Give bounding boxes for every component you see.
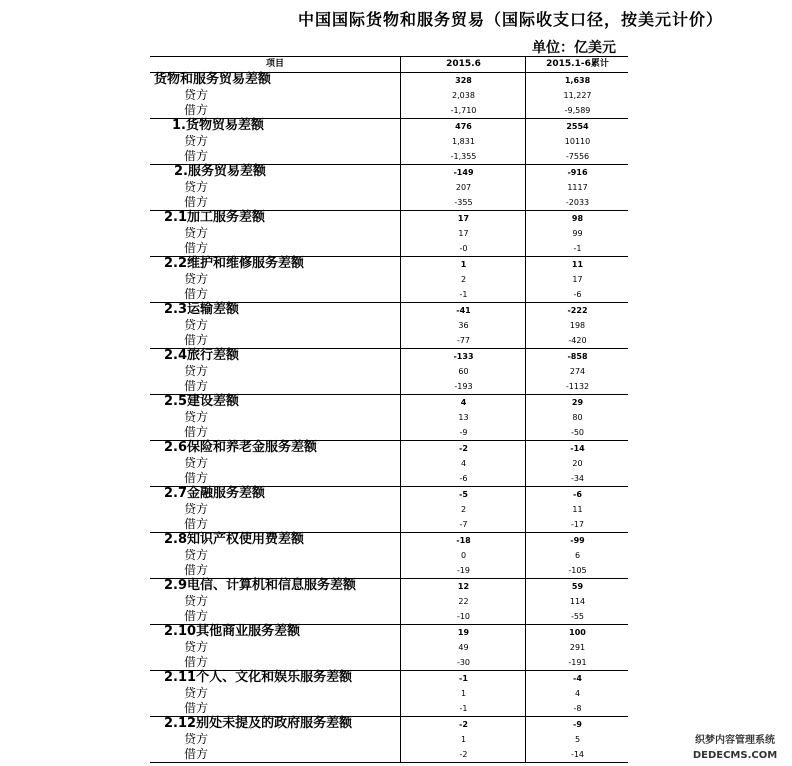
group-sub-row <box>150 410 628 425</box>
table-group <box>150 73 628 119</box>
value-cumulative: 59 <box>525 579 629 594</box>
value-cumulative: 100 <box>525 625 629 640</box>
value-cumulative: 2554 <box>525 119 629 134</box>
group-sub-row <box>150 333 628 348</box>
row-label: 贷方 <box>184 456 209 470</box>
value-month: 17 <box>400 226 526 241</box>
row-label: 2.10其他商业服务差额 <box>164 624 301 639</box>
table-group <box>150 671 628 717</box>
row-label: 借方 <box>184 655 209 669</box>
value-month: -2 <box>400 717 526 732</box>
value-month: 17 <box>400 211 526 226</box>
value-cumulative: 29 <box>525 395 629 410</box>
value-month: -2 <box>400 441 526 456</box>
value-month: -5 <box>400 487 526 502</box>
table-group <box>150 303 628 349</box>
value-month: -9 <box>400 425 526 440</box>
group-total-row <box>150 303 628 318</box>
group-sub-row <box>150 655 628 670</box>
row-label: 2.5建设差额 <box>164 394 240 409</box>
group-sub-row <box>150 272 628 287</box>
value-month: 13 <box>400 410 526 425</box>
table-group <box>150 165 628 211</box>
value-cumulative: 4 <box>525 686 629 701</box>
value-month: -2 <box>400 747 526 762</box>
group-total-row <box>150 257 628 272</box>
row-label: 借方 <box>184 149 209 163</box>
row-label: 贷方 <box>184 318 209 332</box>
value-cumulative: 11 <box>525 257 629 272</box>
row-label: 2.4旅行差额 <box>164 348 240 363</box>
trade-table <box>150 56 628 763</box>
value-month: -77 <box>400 333 526 348</box>
group-sub-row <box>150 456 628 471</box>
table-group <box>150 119 628 165</box>
value-cumulative: -9 <box>525 717 629 732</box>
value-month: 0 <box>400 548 526 563</box>
group-sub-row <box>150 425 628 440</box>
row-label: 2.服务贸易差额 <box>174 164 266 179</box>
row-label: 借方 <box>184 241 209 255</box>
group-sub-row <box>150 609 628 624</box>
group-sub-row <box>150 594 628 609</box>
value-month: -19 <box>400 563 526 578</box>
row-label: 借方 <box>184 103 209 117</box>
row-label: 贷方 <box>184 732 209 746</box>
value-cumulative: 17 <box>525 272 629 287</box>
row-label: 2.8知识产权使用费差额 <box>164 532 305 547</box>
value-month: -30 <box>400 655 526 670</box>
group-total-row <box>150 211 628 226</box>
row-label: 贷方 <box>184 364 209 378</box>
row-label: 借方 <box>184 425 209 439</box>
group-sub-row <box>150 180 628 195</box>
group-sub-row <box>150 318 628 333</box>
value-month: -1 <box>400 671 526 686</box>
row-label: 借方 <box>184 517 209 531</box>
value-cumulative: -34 <box>525 471 629 486</box>
value-cumulative: -14 <box>525 441 629 456</box>
row-label: 借方 <box>184 609 209 623</box>
group-sub-row <box>150 226 628 241</box>
value-cumulative: -105 <box>525 563 629 578</box>
table-group <box>150 257 628 303</box>
value-cumulative: 114 <box>525 594 629 609</box>
value-month: -193 <box>400 379 526 394</box>
watermark-logo <box>680 733 790 763</box>
group-sub-row <box>150 379 628 394</box>
value-cumulative: -14 <box>525 747 629 762</box>
table-group <box>150 625 628 671</box>
group-total-row <box>150 625 628 640</box>
group-sub-row <box>150 287 628 302</box>
row-label: 借方 <box>184 333 209 347</box>
row-label: 2.9电信、计算机和信息服务差额 <box>164 578 357 593</box>
group-total-row <box>150 73 628 88</box>
value-month: -1 <box>400 287 526 302</box>
value-cumulative: 11 <box>525 502 629 517</box>
row-label: 2.6保险和养老金服务差额 <box>164 440 318 455</box>
value-cumulative: 5 <box>525 732 629 747</box>
watermark-line1: 织梦内容管理系统 <box>695 735 775 746</box>
value-cumulative: 99 <box>525 226 629 241</box>
table-group <box>150 487 628 533</box>
row-label: 2.3运输差额 <box>164 302 240 317</box>
group-sub-row <box>150 563 628 578</box>
value-month: 4 <box>400 456 526 471</box>
value-month: 1 <box>400 686 526 701</box>
value-month: -1,710 <box>400 103 526 118</box>
value-month: 22 <box>400 594 526 609</box>
value-month: 36 <box>400 318 526 333</box>
value-month: -1 <box>400 701 526 716</box>
value-cumulative: -50 <box>525 425 629 440</box>
value-month: 2 <box>400 502 526 517</box>
group-total-row <box>150 487 628 502</box>
row-label: 贷方 <box>184 410 209 424</box>
value-cumulative: 1,638 <box>525 73 629 88</box>
row-label: 2.11个人、文化和娱乐服务差额 <box>164 670 353 685</box>
value-month: 19 <box>400 625 526 640</box>
group-total-row <box>150 165 628 180</box>
value-cumulative: 98 <box>525 211 629 226</box>
table-group <box>150 441 628 487</box>
header-cumulative: 2015.1-6累计 <box>525 57 629 72</box>
value-month: -133 <box>400 349 526 364</box>
value-cumulative: -858 <box>525 349 629 364</box>
value-month: -1,355 <box>400 149 526 164</box>
table-group <box>150 395 628 441</box>
row-label: 货物和服务贸易差额 <box>154 72 272 87</box>
value-cumulative: 80 <box>525 410 629 425</box>
value-cumulative: -1132 <box>525 379 629 394</box>
value-cumulative: -7556 <box>525 149 629 164</box>
group-sub-row <box>150 103 628 118</box>
value-cumulative: 291 <box>525 640 629 655</box>
row-label: 2.7金融服务差额 <box>164 486 266 501</box>
value-month: 60 <box>400 364 526 379</box>
group-sub-row <box>150 640 628 655</box>
table-group <box>150 579 628 625</box>
row-label: 借方 <box>184 379 209 393</box>
value-month: -0 <box>400 241 526 256</box>
value-cumulative: -420 <box>525 333 629 348</box>
table-group <box>150 349 628 395</box>
group-total-row <box>150 395 628 410</box>
group-sub-row <box>150 701 628 716</box>
row-label: 2.1加工服务差额 <box>164 210 266 225</box>
row-label: 贷方 <box>184 594 209 608</box>
value-month: -18 <box>400 533 526 548</box>
group-sub-row <box>150 686 628 701</box>
group-sub-row <box>150 548 628 563</box>
header-item: 项目 <box>265 59 284 69</box>
row-label: 贷方 <box>184 88 209 102</box>
value-month: 1 <box>400 732 526 747</box>
row-label: 贷方 <box>184 686 209 700</box>
table-body <box>150 73 628 763</box>
value-month: -6 <box>400 471 526 486</box>
value-cumulative: -916 <box>525 165 629 180</box>
page-title: 中国国际货物和服务贸易（国际收支口径，按美元计价） <box>298 10 724 29</box>
value-cumulative: 6 <box>525 548 629 563</box>
value-cumulative: -222 <box>525 303 629 318</box>
group-total-row <box>150 717 628 732</box>
row-label: 借方 <box>184 563 209 577</box>
value-month: 476 <box>400 119 526 134</box>
table-group <box>150 533 628 579</box>
row-label: 贷方 <box>184 640 209 654</box>
value-month: 207 <box>400 180 526 195</box>
group-sub-row <box>150 134 628 149</box>
value-month: -7 <box>400 517 526 532</box>
row-label: 借方 <box>184 195 209 209</box>
row-label: 贷方 <box>184 502 209 516</box>
value-month: -41 <box>400 303 526 318</box>
value-month: 2 <box>400 272 526 287</box>
row-label: 贷方 <box>184 548 209 562</box>
row-label: 贷方 <box>184 180 209 194</box>
value-month: 49 <box>400 640 526 655</box>
group-total-row <box>150 349 628 364</box>
table-group <box>150 717 628 763</box>
value-cumulative: -55 <box>525 609 629 624</box>
group-sub-row <box>150 364 628 379</box>
value-month: 1 <box>400 257 526 272</box>
table-group <box>150 211 628 257</box>
group-sub-row <box>150 88 628 103</box>
row-label: 借方 <box>184 747 209 761</box>
value-cumulative: -2033 <box>525 195 629 210</box>
header-month: 2015.6 <box>400 57 526 72</box>
group-total-row <box>150 441 628 456</box>
value-cumulative: -1 <box>525 241 629 256</box>
value-month: -10 <box>400 609 526 624</box>
group-sub-row <box>150 241 628 256</box>
value-cumulative: 1117 <box>525 180 629 195</box>
group-sub-row <box>150 517 628 532</box>
group-total-row <box>150 671 628 686</box>
value-cumulative: -8 <box>525 701 629 716</box>
row-label: 贷方 <box>184 226 209 240</box>
value-month: 2,038 <box>400 88 526 103</box>
value-cumulative: 11,227 <box>525 88 629 103</box>
row-label: 1.货物贸易差额 <box>172 118 264 133</box>
row-label: 贷方 <box>184 272 209 286</box>
row-label: 借方 <box>184 287 209 301</box>
row-label: 借方 <box>184 471 209 485</box>
row-label: 借方 <box>184 701 209 715</box>
row-label: 贷方 <box>184 134 209 148</box>
value-cumulative: -191 <box>525 655 629 670</box>
table-header <box>150 56 628 73</box>
group-sub-row <box>150 471 628 486</box>
row-label: 2.12别处未提及的政府服务差额 <box>164 716 353 731</box>
group-total-row <box>150 533 628 548</box>
value-cumulative: 20 <box>525 456 629 471</box>
value-month: 4 <box>400 395 526 410</box>
row-label: 2.2维护和维修服务差额 <box>164 256 305 271</box>
watermark-line2: DEDECMS.COM <box>692 750 778 761</box>
value-cumulative: -6 <box>525 287 629 302</box>
value-cumulative: -17 <box>525 517 629 532</box>
value-cumulative: -9,589 <box>525 103 629 118</box>
value-cumulative: -99 <box>525 533 629 548</box>
value-cumulative: 274 <box>525 364 629 379</box>
group-total-row <box>150 119 628 134</box>
value-month: 12 <box>400 579 526 594</box>
group-sub-row <box>150 747 628 762</box>
value-cumulative: -6 <box>525 487 629 502</box>
group-sub-row <box>150 502 628 517</box>
value-month: 1,831 <box>400 134 526 149</box>
group-sub-row <box>150 149 628 164</box>
value-month: -355 <box>400 195 526 210</box>
unit-label: 单位：亿美元 <box>532 40 616 56</box>
group-sub-row <box>150 195 628 210</box>
group-total-row <box>150 579 628 594</box>
value-month: 328 <box>400 73 526 88</box>
group-sub-row <box>150 732 628 747</box>
value-month: -149 <box>400 165 526 180</box>
value-cumulative: 198 <box>525 318 629 333</box>
value-cumulative: 10110 <box>525 134 629 149</box>
value-cumulative: -4 <box>525 671 629 686</box>
